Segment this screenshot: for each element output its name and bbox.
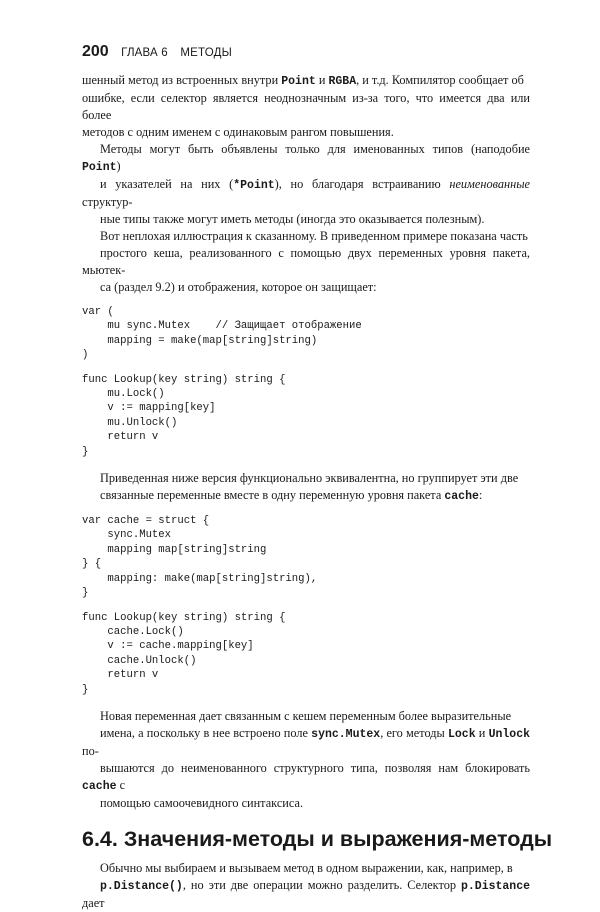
- line: вышаются до неименованного структурного типа, позволяя нам блокировать cache с: [82, 760, 530, 793]
- code-term: Point: [82, 161, 117, 174]
- code-term: cache: [444, 490, 479, 504]
- code-line: return v: [82, 431, 159, 444]
- line: Новая переменная дает связанным с кешем переменным более выразительные: [100, 708, 512, 723]
- line: Приведенная ниже версия функционально эквивалентна, но группирует эти две: [100, 471, 519, 486]
- line: p.Distance(), но эти две операции можно разделить. Селектор p.Distance дает: [82, 877, 530, 910]
- emphasis: неименованные: [449, 177, 530, 191]
- code-term: Lock: [447, 727, 476, 741]
- code-term: Unlock: [488, 727, 531, 741]
- code-line: ): [82, 349, 89, 362]
- line: са (раздел 9.2) и отображения, которое он защищает:: [100, 280, 377, 294]
- section-heading: 6.4. Значения-методы и выражения-методы: [82, 826, 553, 851]
- line: помощью самоочевидного синтаксиса.: [100, 795, 304, 810]
- line: ошибке, если селектор является неоднозначным из-за того, что имеется два или более: [82, 91, 530, 122]
- section-label: МЕТОДЫ: [180, 47, 232, 59]
- code-line: mu.Lock(): [82, 388, 165, 401]
- page-body: [82, 72, 553, 912]
- code-line: sync.Mutex: [82, 529, 172, 542]
- code-line: func Lookup(key string) string {: [82, 373, 286, 386]
- code-line: cache.Lock(): [82, 625, 184, 638]
- line: Обычно мы выбираем и вызываем метод в одном выражении, как, например, в: [100, 860, 513, 875]
- line: Вот неплохая иллюстрация к сказанному. В приведенном примере показана часть: [100, 229, 528, 243]
- code-line: v := cache.mapping[key]: [82, 640, 254, 653]
- line: имена, а поскольку в нее встроено поле sync.Mutex, его методы Lock и Unlock по-: [82, 725, 531, 758]
- paragraph-3: [82, 228, 530, 296]
- code-line: mu sync.Mutex // Защищает отображение: [82, 320, 362, 333]
- code-term: RGBA: [328, 75, 357, 88]
- line: Методы могут быть объявлены только для именованных типов (наподобие Point): [82, 142, 530, 174]
- code-line: return v: [82, 669, 159, 682]
- line: связанные переменные вместе в одну переменную уровня пакета cache:: [100, 488, 483, 504]
- code-line: cache.Unlock(): [82, 654, 197, 667]
- paragraph-5: [82, 708, 530, 812]
- chapter-label: ГЛАВА 6: [121, 47, 168, 59]
- code-line: var cache = struct {: [82, 515, 210, 528]
- code-line: }: [82, 445, 89, 458]
- line: и указателей на них (*Point), но благодаря встраиванию неименованные структур-: [82, 177, 530, 209]
- code-line: var (: [82, 306, 114, 318]
- code-line: }: [82, 683, 89, 696]
- code-line: mapping map[string]string: [82, 543, 267, 556]
- running-head: [82, 43, 232, 61]
- paragraph-6: [82, 860, 530, 912]
- code-term: cache: [82, 779, 117, 793]
- line: методов с одним именем с одинаковым рангом повышения.: [82, 125, 394, 139]
- line: шенный метод из встроенных внутри Point и RGBA, и т.д. Компилятор сообщает об: [82, 73, 524, 88]
- code-line: }: [82, 587, 89, 600]
- code-line: v := mapping[key]: [82, 402, 216, 415]
- code-line: } {: [82, 558, 102, 571]
- code-term: p.Distance(): [100, 879, 183, 893]
- code-term: p.Distance: [460, 879, 530, 893]
- code-line: mapping: make(map[string]string),: [82, 572, 318, 585]
- code-listing-2: [82, 514, 530, 697]
- paragraph-1: [82, 72, 530, 141]
- line: ные типы также могут иметь методы (иногда это оказывается полезным).: [100, 212, 485, 226]
- paragraph-2: [82, 141, 530, 228]
- code-listing-1: [82, 305, 530, 459]
- code-line: func Lookup(key string) string {: [82, 611, 286, 624]
- code-term: *Point: [233, 179, 275, 192]
- code-line: mapping = make(map[string]string): [82, 334, 318, 347]
- paragraph-4: [82, 470, 530, 505]
- code-term: Point: [281, 75, 316, 88]
- line: простого кеша, реализованного с помощью двух переменных уровня пакета, мьютек-: [82, 246, 530, 277]
- page-number: 200: [82, 43, 109, 60]
- code-term: sync.Mutex: [311, 727, 381, 741]
- code-line: mu.Unlock(): [82, 416, 178, 429]
